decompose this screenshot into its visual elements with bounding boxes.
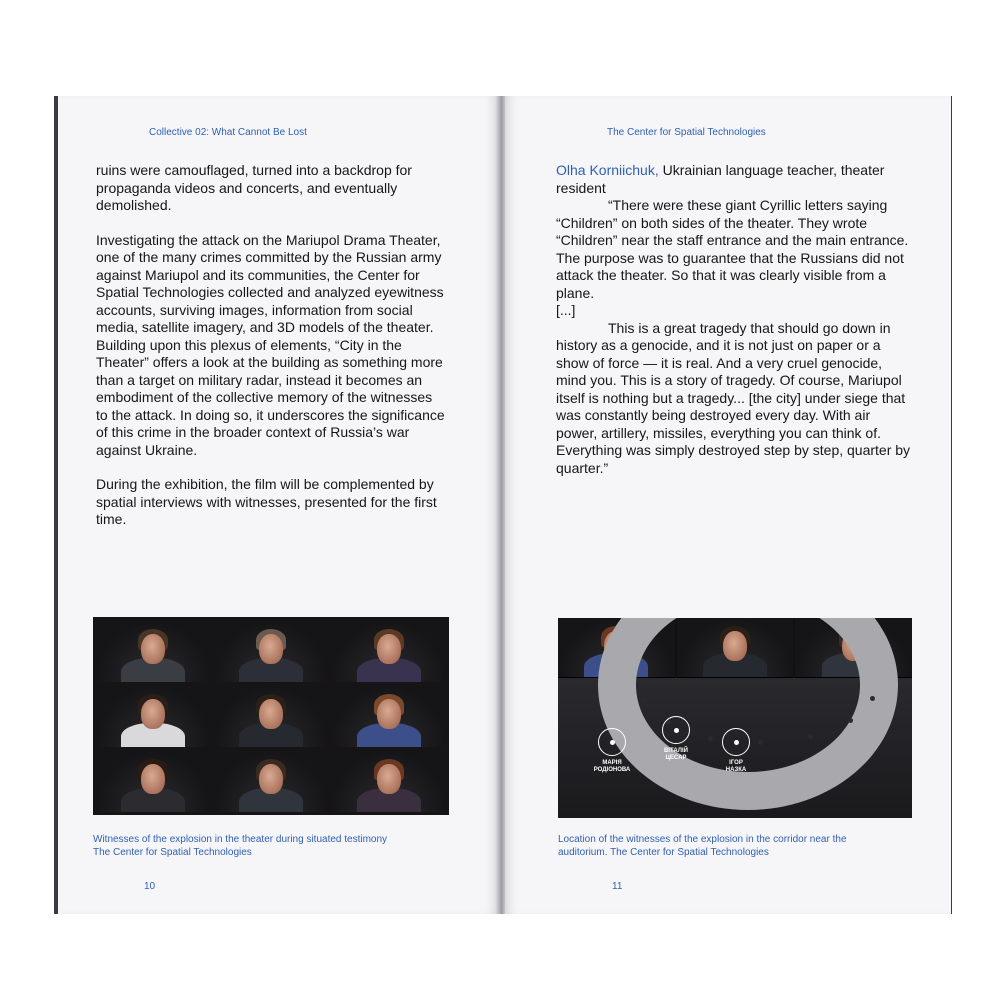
witness-portrait <box>331 685 446 747</box>
marker-label: МАРІЯ РОДІОНОВА <box>593 760 631 773</box>
witness-location-marker <box>598 728 626 756</box>
corridor-plan-photo <box>558 618 912 818</box>
caption-line: The Center for Spatial Technologies <box>93 847 252 858</box>
witness-portrait <box>331 620 446 682</box>
speaker-line <box>556 162 911 197</box>
witness-portrait <box>331 750 446 812</box>
right-caption <box>558 833 928 859</box>
witness-grid-photo <box>93 617 449 815</box>
corridor-ring <box>598 618 898 810</box>
speaker-name: Olha Korniichuk, <box>556 162 659 178</box>
witness-portrait <box>96 750 211 812</box>
witness-portrait <box>214 620 329 682</box>
marker-label: ІГОР НАЗКА <box>725 760 747 773</box>
paragraph: Investigating the attack on the Mariupol Drama Theater, one of the many crimes committed by the Russian army against Mariupol and its communities, the Center for Spatial Technologies collected and analyzed eyewitness accounts, surviving images, information from social media, satellite imagery, and 3D models of the theater. Building upon this plexus of elements, “City in the Theater” offers a look at the building as something more than a target on military radar, instead it becomes an embodiment of the collective memory of the witnesses to the attack. In doing so, it underscores the significance of this crime in the broader context of Russia’s war against Ukraine. <box>96 231 445 458</box>
witness-portrait <box>96 685 211 747</box>
right-page <box>505 96 951 914</box>
quote-paragraph: “There were these giant Cyrillic letters saying “Children” on both sides of the theater. They wrote “Children” near the staff entrance and the main entrance. The purpose was to guarantee that the Russians did not attack the theater. So that it was clearly visible from a plane. <box>556 197 909 301</box>
page-number-left: 10 <box>144 881 156 892</box>
running-head-right: The Center for Spatial Technologies <box>607 127 766 138</box>
paragraph: During the exhibition, the film will be complemented by spatial interviews with witnesses, presented for the first time. <box>96 476 437 527</box>
running-head-left: Collective 02: What Cannot Be Lost <box>149 127 307 138</box>
witness-portrait <box>214 685 329 747</box>
left-body-text <box>96 162 446 529</box>
marker-label: ВІТАЛІЙ ЦЕСАР <box>664 748 688 761</box>
left-page <box>58 96 498 914</box>
witness-portrait <box>214 750 329 812</box>
left-caption <box>93 833 453 859</box>
corridor-floor-plan <box>558 678 912 818</box>
right-body-text <box>556 162 911 477</box>
witness-location-marker <box>662 716 690 744</box>
witness-portrait <box>96 620 211 682</box>
caption-line: Location of the witnesses of the explosion in the corridor near the <box>558 834 847 845</box>
quote-ellipsis: [...] <box>556 302 576 318</box>
paragraph: ruins were camouflaged, turned into a backdrop for propaganda videos and concerts, and eventually demolished. <box>96 162 412 213</box>
quote-paragraph: This is a great tragedy that should go down in history as a genocide, and it is not just on paper or a show of force — it is real. And a very cruel genocide, mind you. This is a story of tragedy. Of course, Mariupol itself is nothing but a tragedy... [the city] under siege that was constantly being destroyed every day. With air power, artillery, missiles, everything you can think of. Everything was simply destroyed step by step, quarter by quarter.” <box>556 319 911 476</box>
speaker-role: Ukrainian language teacher, theater resident <box>556 162 885 196</box>
witness-location-marker <box>722 728 750 756</box>
caption-line: auditorium. The Center for Spatial Technologies <box>558 847 769 858</box>
caption-line: Witnesses of the explosion in the theater during situated testimony <box>93 834 388 845</box>
page-number-right: 11 <box>612 881 623 892</box>
